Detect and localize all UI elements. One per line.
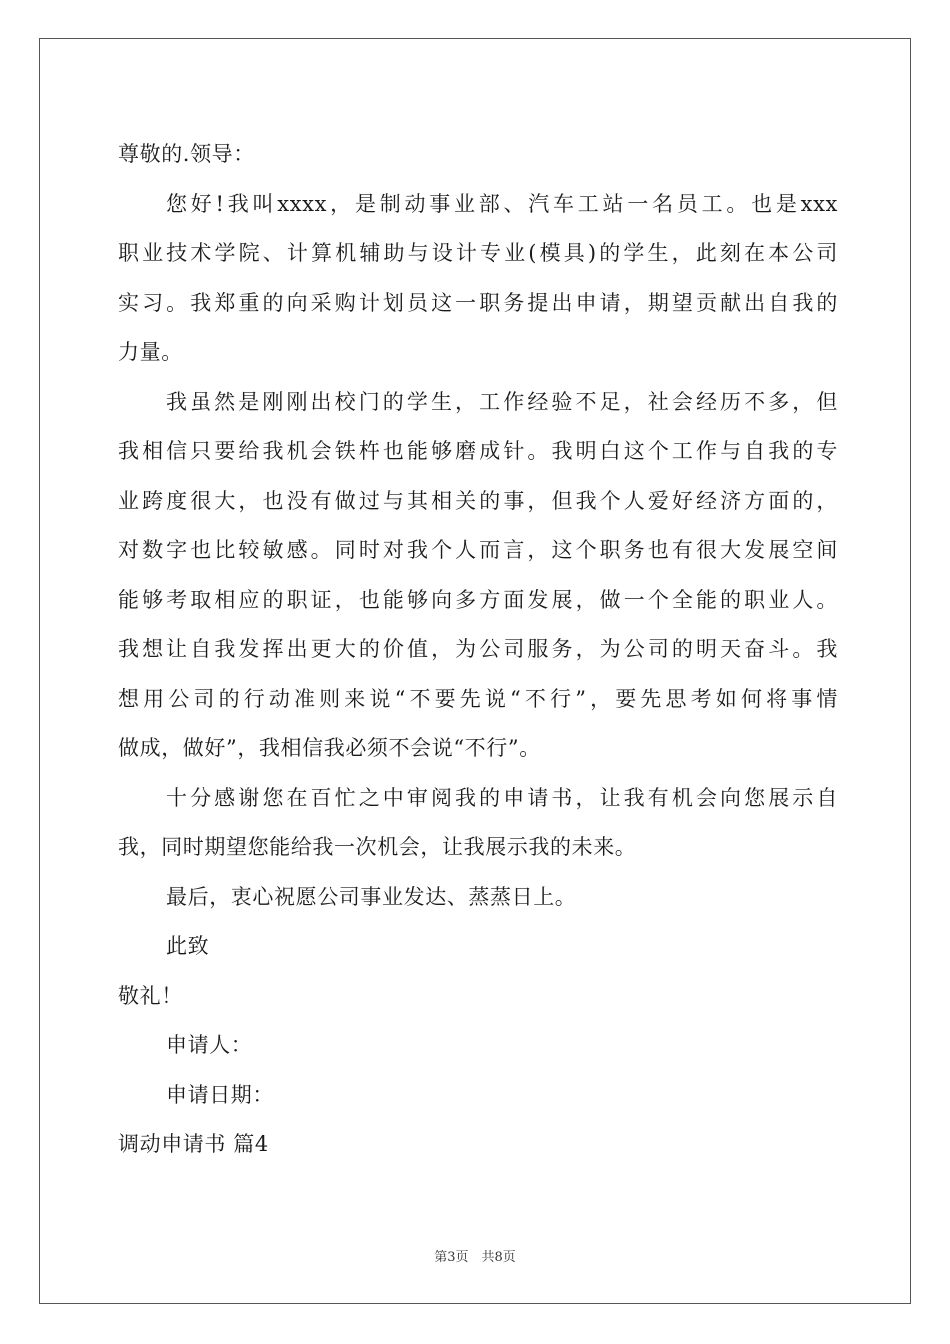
application-date-label: 申请日期： <box>166 1082 274 1107</box>
body-line: 我虽然是刚刚出校门的学生，工作经验不足，社会经历不多，但 <box>166 389 838 414</box>
section-heading: 调动申请书 篇4 <box>118 1132 269 1156</box>
page-number: 第3页 共8页 <box>434 1250 516 1265</box>
closing-jingli: 敬礼！ <box>118 983 183 1008</box>
body-line: 十分感谢您在百忙之中审阅我的申请书，让我有机会向您展示自 <box>166 785 838 810</box>
applicant-label: 申请人： <box>166 1033 253 1057</box>
salutation-line: 尊敬的.领导： <box>118 142 255 166</box>
body-line: 能够考取相应的职证，也能够向多方面发展，做一个全能的职业人。 <box>118 587 838 612</box>
body-line: 您好!我叫xxxx，是制动事业部、汽车工站一名员工。也是xxx <box>166 191 838 216</box>
document-body <box>118 130 838 1170</box>
body-line: 想用公司的行动准则来说“不要先说“不行”，要先思考如何将事情 <box>118 686 838 711</box>
closing-wish: 最后，衷心祝愿公司事业发达、蒸蒸日上。 <box>166 884 577 909</box>
body-line: 对数字也比较敏感。同时对我个人而言，这个职务也有很大发展空间 <box>118 538 838 562</box>
body-line: 我，同时期望您能给我一次机会，让我展示我的未来。 <box>118 835 637 859</box>
body-line: 实习。我郑重的向采购计划员这一职务提出申请，期望贡献出自我的 <box>118 290 838 315</box>
body-line: 业跨度很大，也没有做过与其相关的事，但我个人爱好经济方面的， <box>118 488 838 513</box>
closing-cizhi: 此致 <box>166 934 210 958</box>
body-line: 我想让自我发挥出更大的价值，为公司服务，为公司的明天奋斗。我 <box>118 637 838 661</box>
body-line: 做成，做好”，我相信我必须不会说“不行”。 <box>118 736 541 760</box>
body-line: 职业技术学院、计算机辅助与设计专业(模具)的学生，此刻在本公司 <box>118 241 838 265</box>
body-line: 力量。 <box>118 340 183 364</box>
body-line: 我相信只要给我机会铁杵也能够磨成针。我明白这个工作与自我的专 <box>118 439 838 463</box>
